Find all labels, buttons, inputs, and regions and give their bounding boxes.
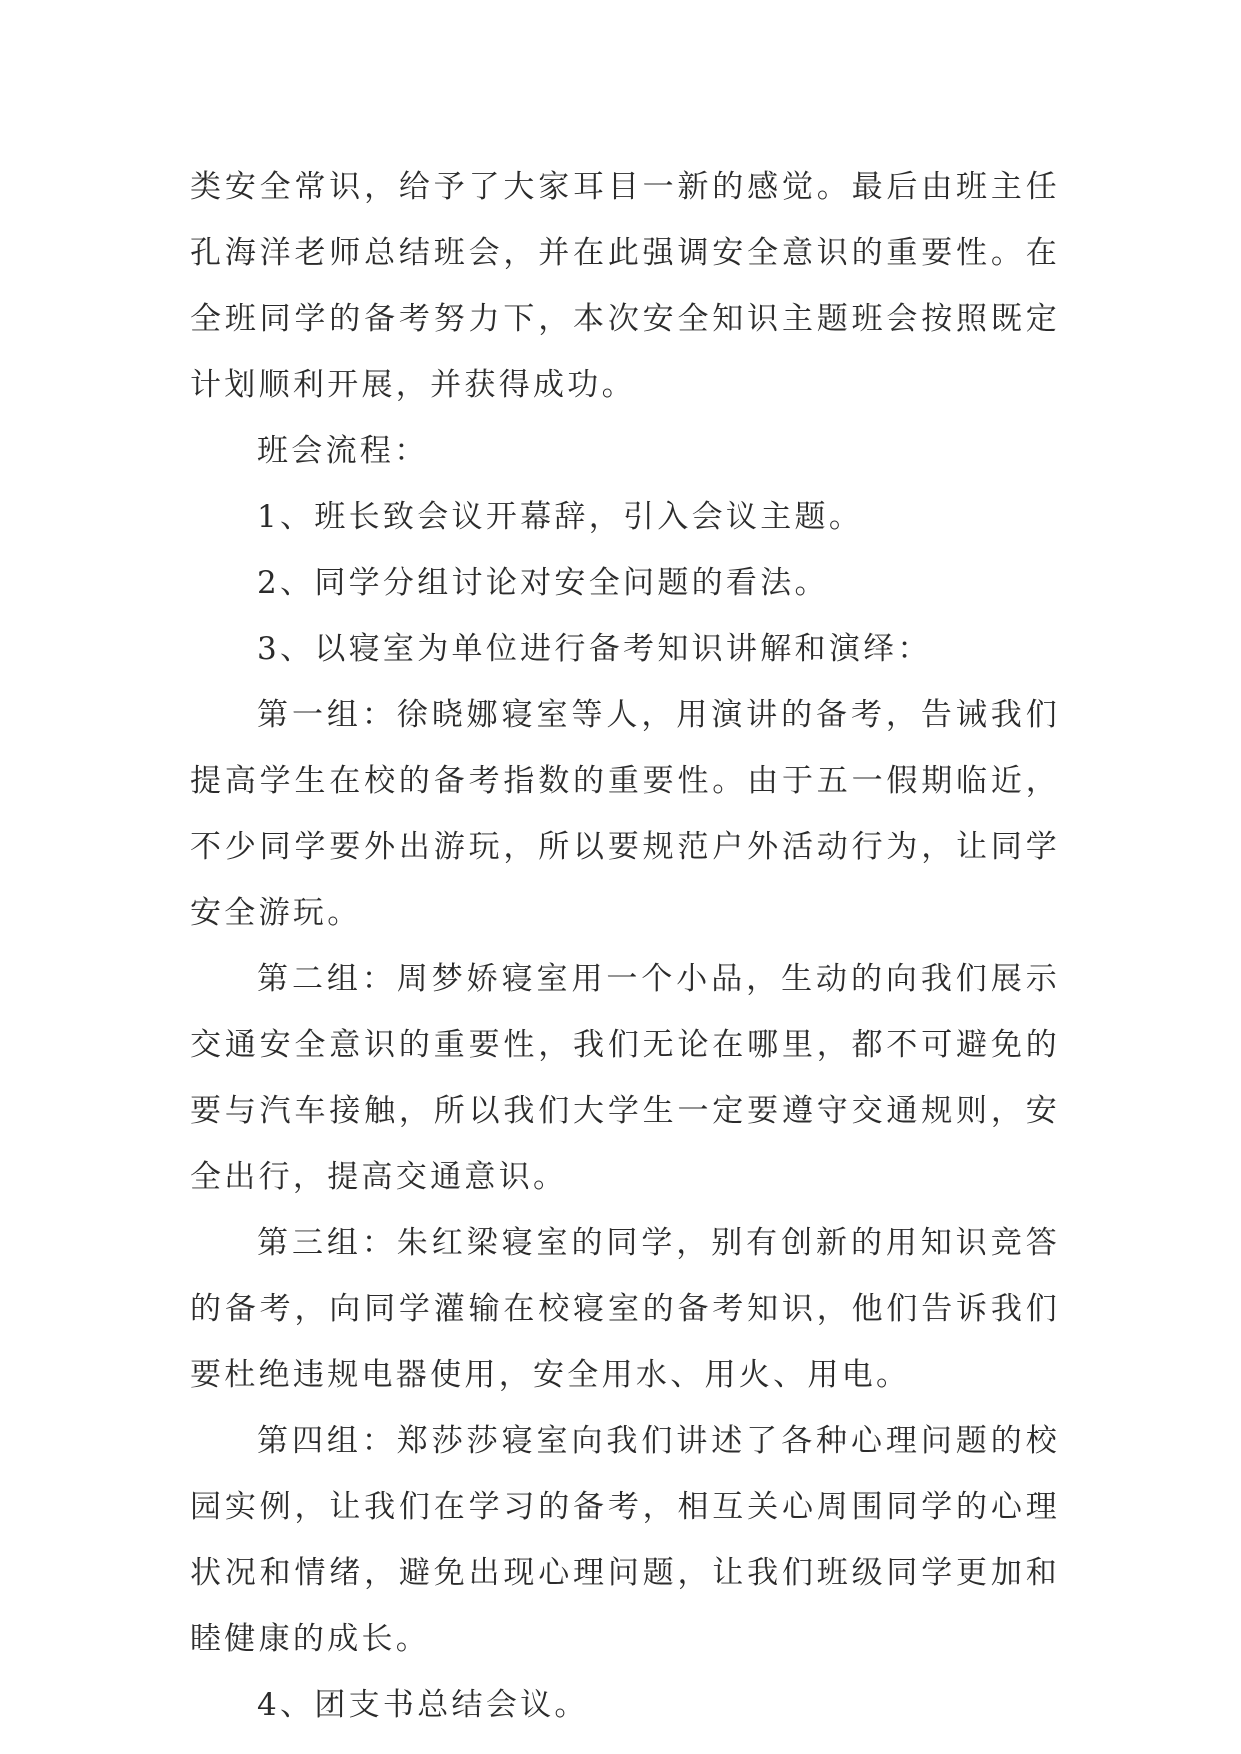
paragraph-group-4: 第四组：郑莎莎寝室向我们讲述了各种心理问题的校园实例，让我们在学习的备考，相互关心周围同学的心理状况和情绪，避免出现心理问题，让我们班级同学更加和睦健康的成长。 <box>190 1423 1060 1657</box>
paragraph-group-2: 第二组：周梦娇寝室用一个小品，生动的向我们展示交通安全意识的重要性，我们无论在哪里，都不可避免的要与汽车接触，所以我们大学生一定要遵守交通规则，安全出行，提高交通意识。 <box>190 961 1060 1195</box>
list-item-step-1: 1、班长致会议开幕辞，引入会议主题。 <box>257 499 864 535</box>
list-item-step-4: 4、团支书总结会议。 <box>257 1687 589 1723</box>
paragraph-group-3: 第三组：朱红梁寝室的同学，别有创新的用知识竞答的备考，向同学灌输在校寝室的备考知识，他们告诉我们要杜绝违规电器使用，安全用水、用火、用电。 <box>190 1225 1060 1393</box>
paragraph-intro-continuation: 类安全常识，给予了大家耳目一新的感觉。最后由班主任孔海洋老师总结班会，并在此强调安全意识的重要性。在全班同学的备考努力下，本次安全知识主题班会按照既定计划顺利开展，并获得成功。 <box>190 169 1060 403</box>
document-body <box>190 154 1060 1738</box>
list-item-step-3: 3、以寝室为单位进行备考知识讲解和演绎： <box>257 631 932 667</box>
list-item-step-2: 2、同学分组讨论对安全问题的看法。 <box>257 565 829 601</box>
paragraph-meeting-process-heading: 班会流程： <box>257 433 429 469</box>
paragraph-group-1: 第一组：徐晓娜寝室等人，用演讲的备考，告诫我们提高学生在校的备考指数的重要性。由于五一假期临近，不少同学要外出游玩，所以要规范户外活动行为，让同学安全游玩。 <box>190 697 1060 931</box>
